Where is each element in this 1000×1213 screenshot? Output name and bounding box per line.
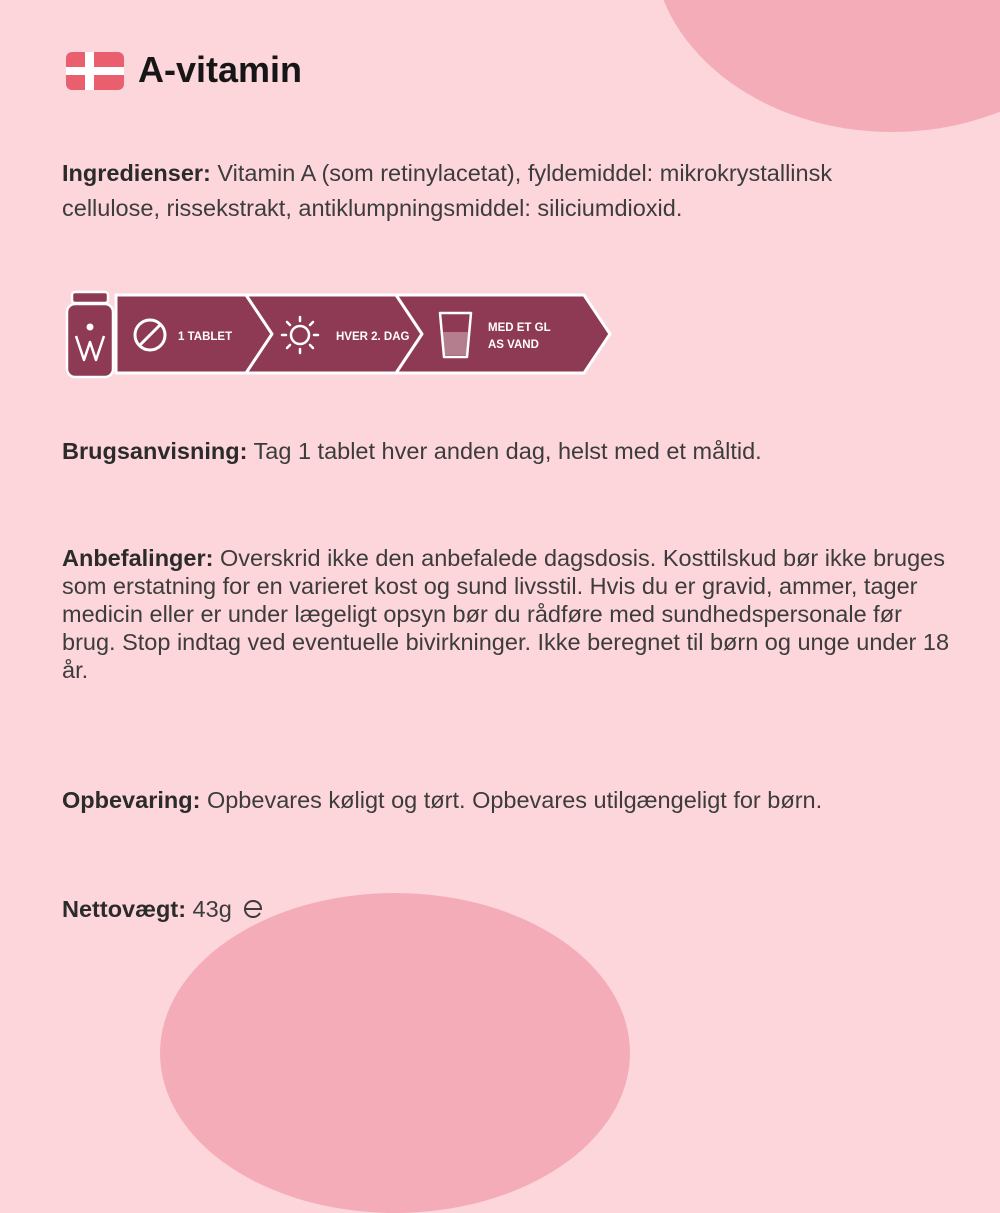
storage-text: Opbevares køligt og tørt. Opbevares utilgængeligt for børn. (200, 787, 823, 813)
product-title: A-vitamin (138, 49, 303, 90)
net-weight-value: 43g (186, 896, 232, 922)
dosage-step-3-line-1: MED ET GL (488, 322, 551, 334)
usage-text: Tag 1 tablet hver anden dag, helst med et måltid. (247, 438, 762, 464)
dosage-step-1-line-1: 1 TABLET (178, 331, 233, 343)
usage-paragraph (62, 435, 962, 467)
recommendations-label: Anbefalinger: (62, 545, 214, 571)
net-weight-line (62, 893, 462, 925)
decorative-circle-top-right (652, 0, 1000, 132)
ingredients-label: Ingredienser: (62, 160, 211, 186)
dosage-step-3-line-2: AS VAND (488, 339, 539, 351)
ingredients-text: Vitamin A (som retinylacetat), fyldemiddel: mikrokrystallinsk cellulose, rissekstrakt, antiklumpningsmiddel: siliciumdioxid. (62, 160, 833, 221)
storage-label: Opbevaring: (62, 787, 201, 813)
dosage-step-2-line-1: HVER 2. DAG (336, 331, 410, 343)
supplement-jar-logo-icon (67, 292, 113, 377)
ingredients-paragraph (62, 156, 852, 226)
decorative-circle-bottom (160, 893, 630, 1213)
recommendations-text: Overskrid ikke den anbefalede dagsdosis. Kosttilskud bør ikke bruges som erstatning for en varieret kost og sund livsstil. Hvis du er gravid, ammer, tager medicin eller er under lægeligt opsyn bør du rådføre med sundhedspersonale før brug. Stop indtag ved eventuelle bivirkninger. Ikke beregnet til børn og unge under 18 år. (62, 545, 950, 683)
net-weight-label: Nettovægt: (62, 896, 187, 922)
estimated-e-mark-icon (242, 899, 264, 919)
dosage-banner (60, 290, 620, 382)
dosage-step-segment-3 (396, 295, 610, 373)
denmark-flag-icon (66, 52, 124, 90)
usage-label: Brugsanvisning: (62, 438, 248, 464)
recommendations-paragraph (62, 544, 952, 684)
storage-paragraph (62, 784, 902, 816)
